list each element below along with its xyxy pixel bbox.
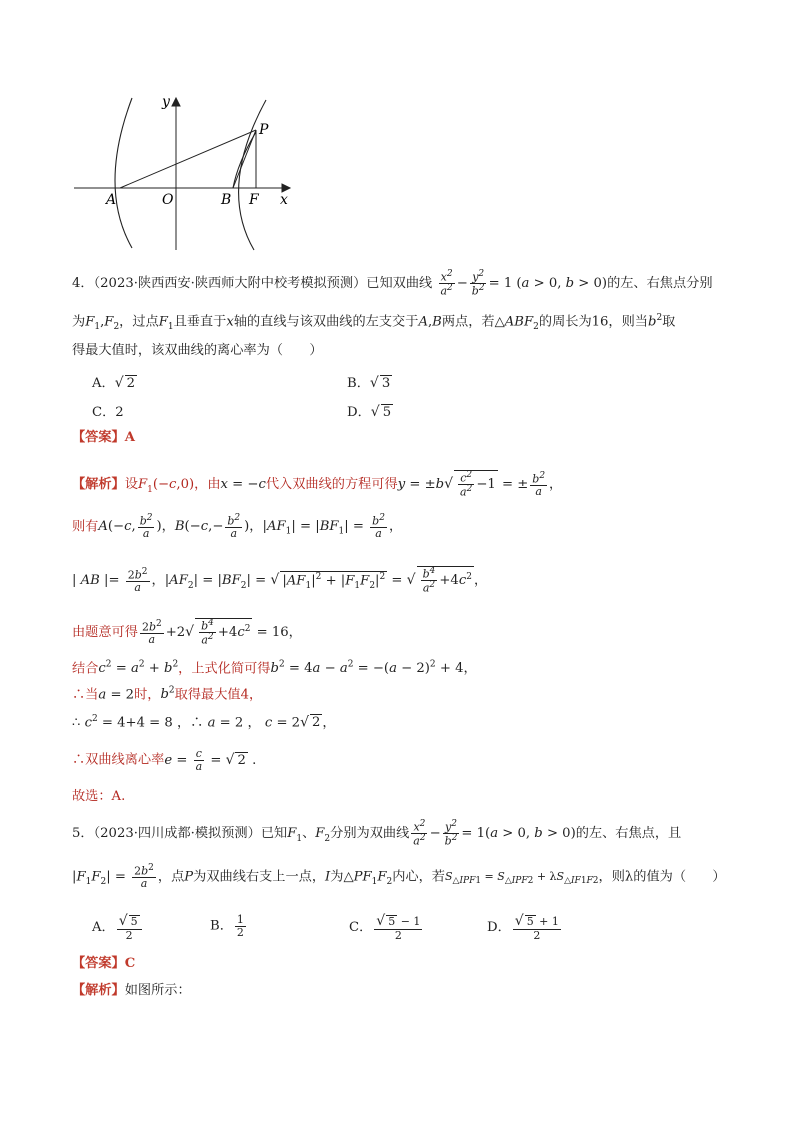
axes (74, 98, 290, 250)
label-y: y (162, 94, 170, 110)
q4-analysis-line-3: | AB |= $\frac{2b^2}{a}$ ，$|AF_2| = |BF_2|$ = √ $|AF_1|^2 + |F_1F_2|^2$ = √ $\frac{b^4}{a^2}$ $+4c^2$ ， (72, 566, 488, 595)
q5-answer: 【答案】C (72, 956, 136, 971)
q4-analysis-line-7: ∴ $c^2 = 4+4 = 8$ ，∴ a = 2 ， c = 2√ 2 ， (72, 714, 336, 731)
q4-line-2: 为$F_1,F_2$，过点$F_1$且垂直于x轴的直线与该双曲线的左支交于A,B两点，若$\triangle ABF_2$的周长为16，则当$b^2$取 (72, 313, 676, 333)
label-P: P (259, 122, 269, 138)
q4-option-a[interactable]: A．√ 2 (92, 375, 136, 391)
q5-analysis: 【解析】如图所示： (72, 983, 191, 998)
q5-option-d[interactable]: D． $\frac{√ 5 + 1}{2}$ (487, 913, 559, 942)
q4-option-c[interactable]: C．2 (92, 405, 124, 420)
q5-line-1: 5．（2023·四川成都·模拟预测）已知$F_1$、$F_2$分别为双曲线 $\frac{x^2}{a^2}$ − $\frac{y^2}{b^2}$ = 1(a > 0, b > 0)的左、右焦点，且 (72, 819, 682, 848)
label-x: x (280, 192, 288, 208)
q5-option-a[interactable]: A． $\frac{√ 5}{2}$ (92, 914, 144, 941)
q4-line-1: 4．（2023·陕西西安·陕西师大附中校考模拟预测）已知双曲线 $\frac{x^2}{a^2}$ − $\frac{y^2}{b^2}$ = 1 (a > 0, b > 0)的左、右焦点分别 (72, 269, 713, 298)
label-A: A (106, 192, 117, 208)
q4-option-b[interactable]: B．√ 3 (347, 375, 391, 391)
label-O: O (162, 192, 174, 208)
label-F: F (249, 192, 259, 208)
q4-analysis-line-6: ∴当a = 2时，$b^2$取得最大值4， (72, 686, 263, 703)
q4-analysis-line-5: 结合$c^2 = a^2 + b^2$，上式化简可得$b^2 = 4a - a^2 = -(a - 2)^2 + 4$， (72, 660, 477, 677)
q4-analysis-line-4: 由题意可得 $\frac{2b^2}{a}$ +2√ $\frac{b^4}{a^2}$ $+4c^2 = 16$， (72, 618, 302, 647)
q4-analysis-line-2: 则有A(−c, $\frac{b^2}{a}$ )，B(−c,− $\frac{b^2}{a}$ )，$|AF_1| = |BF_1|$ = $\frac{b^2}{a}$ ， (72, 513, 403, 541)
q4-analysis-line-1: 【解析】设$F_1(-c,0)$，由x = −c代入双曲线的方程可得y = ±b√ $\frac{c^2}{a^2}$ −1 = ± $\frac{b^2}{a}$ ， (72, 470, 563, 499)
q4-answer: 【答案】A (72, 430, 135, 445)
q5-line-2: $|F_1F_2|$ = $\frac{2b^2}{a}$ ，点P为双曲线右支上一点，I为$\triangle PF_1F_2$内心，若$S_{\triangle IPF1} = S_{\triangle IPF2} + \lambda S_{\triangle IF1F2}$，则λ的值为（ ） (72, 863, 726, 891)
q4-line-3: 得最大值时，该双曲线的离心率为（ ） (72, 343, 323, 358)
q4-conclusion: 故选：A. (72, 789, 126, 804)
q5-option-b[interactable]: B． $\frac{1}{2}$ (210, 913, 244, 939)
segments (120, 130, 256, 188)
hyperbola-branches (115, 98, 266, 250)
q5-option-c[interactable]: C． $\frac{√ 5 - 1}{2}$ (349, 913, 421, 942)
hyperbola-figure (70, 92, 295, 252)
q4-option-d[interactable]: D．√ 5 (347, 404, 392, 420)
q4-analysis-line-8: ∴双曲线离心率e = $\frac{c}{a}$ = √ 2 . (72, 747, 257, 773)
label-B: B (221, 192, 232, 208)
